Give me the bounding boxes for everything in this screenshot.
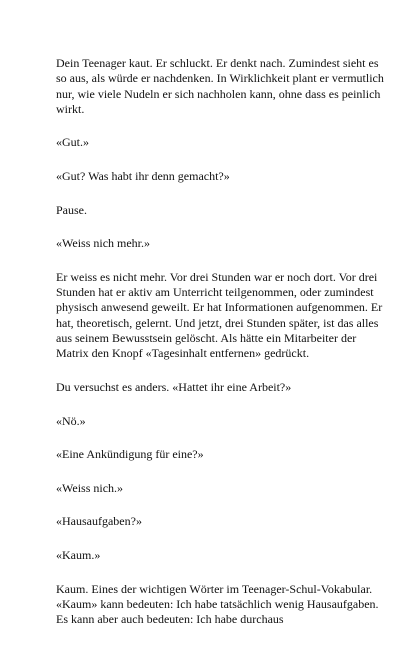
paragraph-explanation: Er weiss es nicht mehr. Vor drei Stunden war er noch dort. Vor drei Stunden hat er aktiv am Unterricht teilgenommen, oder zumindest physisch anwesend geweilt. Er hat Informationen aufgenommen. Er hat, theoretisch, gelernt. Und jetzt, drei Stunden später, ist das alles aus seinem Bewusstsein gelöscht. Als hätte ein Mitarbeiter der Matrix den Knopf «Tagesinhalt entfernen» gedrückt.	[56, 269, 383, 361]
body-text	[56, 56, 386, 646]
dialogue-line: «Gut.»	[56, 135, 89, 150]
dialogue-line: «Nö.»	[56, 413, 86, 428]
dialogue-line: «Gut? Was habt ihr denn gemacht?»	[56, 169, 230, 184]
narration-line: Pause.	[56, 202, 87, 217]
dialogue-line: «Eine Ankündigung für eine?»	[56, 447, 204, 462]
dialogue-line: Du versuchst es anders. «Hattet ihr eine Arbeit?»	[56, 379, 292, 394]
dialogue-line: «Kaum.»	[56, 547, 101, 562]
paragraph-closing: Kaum. Eines der wichtigen Wörter im Teenager-Schul-Vokabular. «Kaum» kann bedeuten: Ich habe tatsächlich wenig Hausaufgaben. Es kann aber auch bedeuten: Ich habe durchaus	[56, 581, 379, 627]
dialogue-line: «Hausaufgaben?»	[56, 514, 142, 529]
paragraph-intro: Dein Teenager kaut. Er schluckt. Er denkt nach. Zumindest sieht es so aus, als würde er nachdenken. In Wirklichkeit plant er vermutlich nur, wie viele Nudeln er sich nachholen kann, ohne dass es peinlich wirkt.	[56, 56, 384, 116]
dialogue-line: «Weiss nich mehr.»	[56, 236, 151, 251]
dialogue-line: «Weiss nich.»	[56, 480, 124, 495]
